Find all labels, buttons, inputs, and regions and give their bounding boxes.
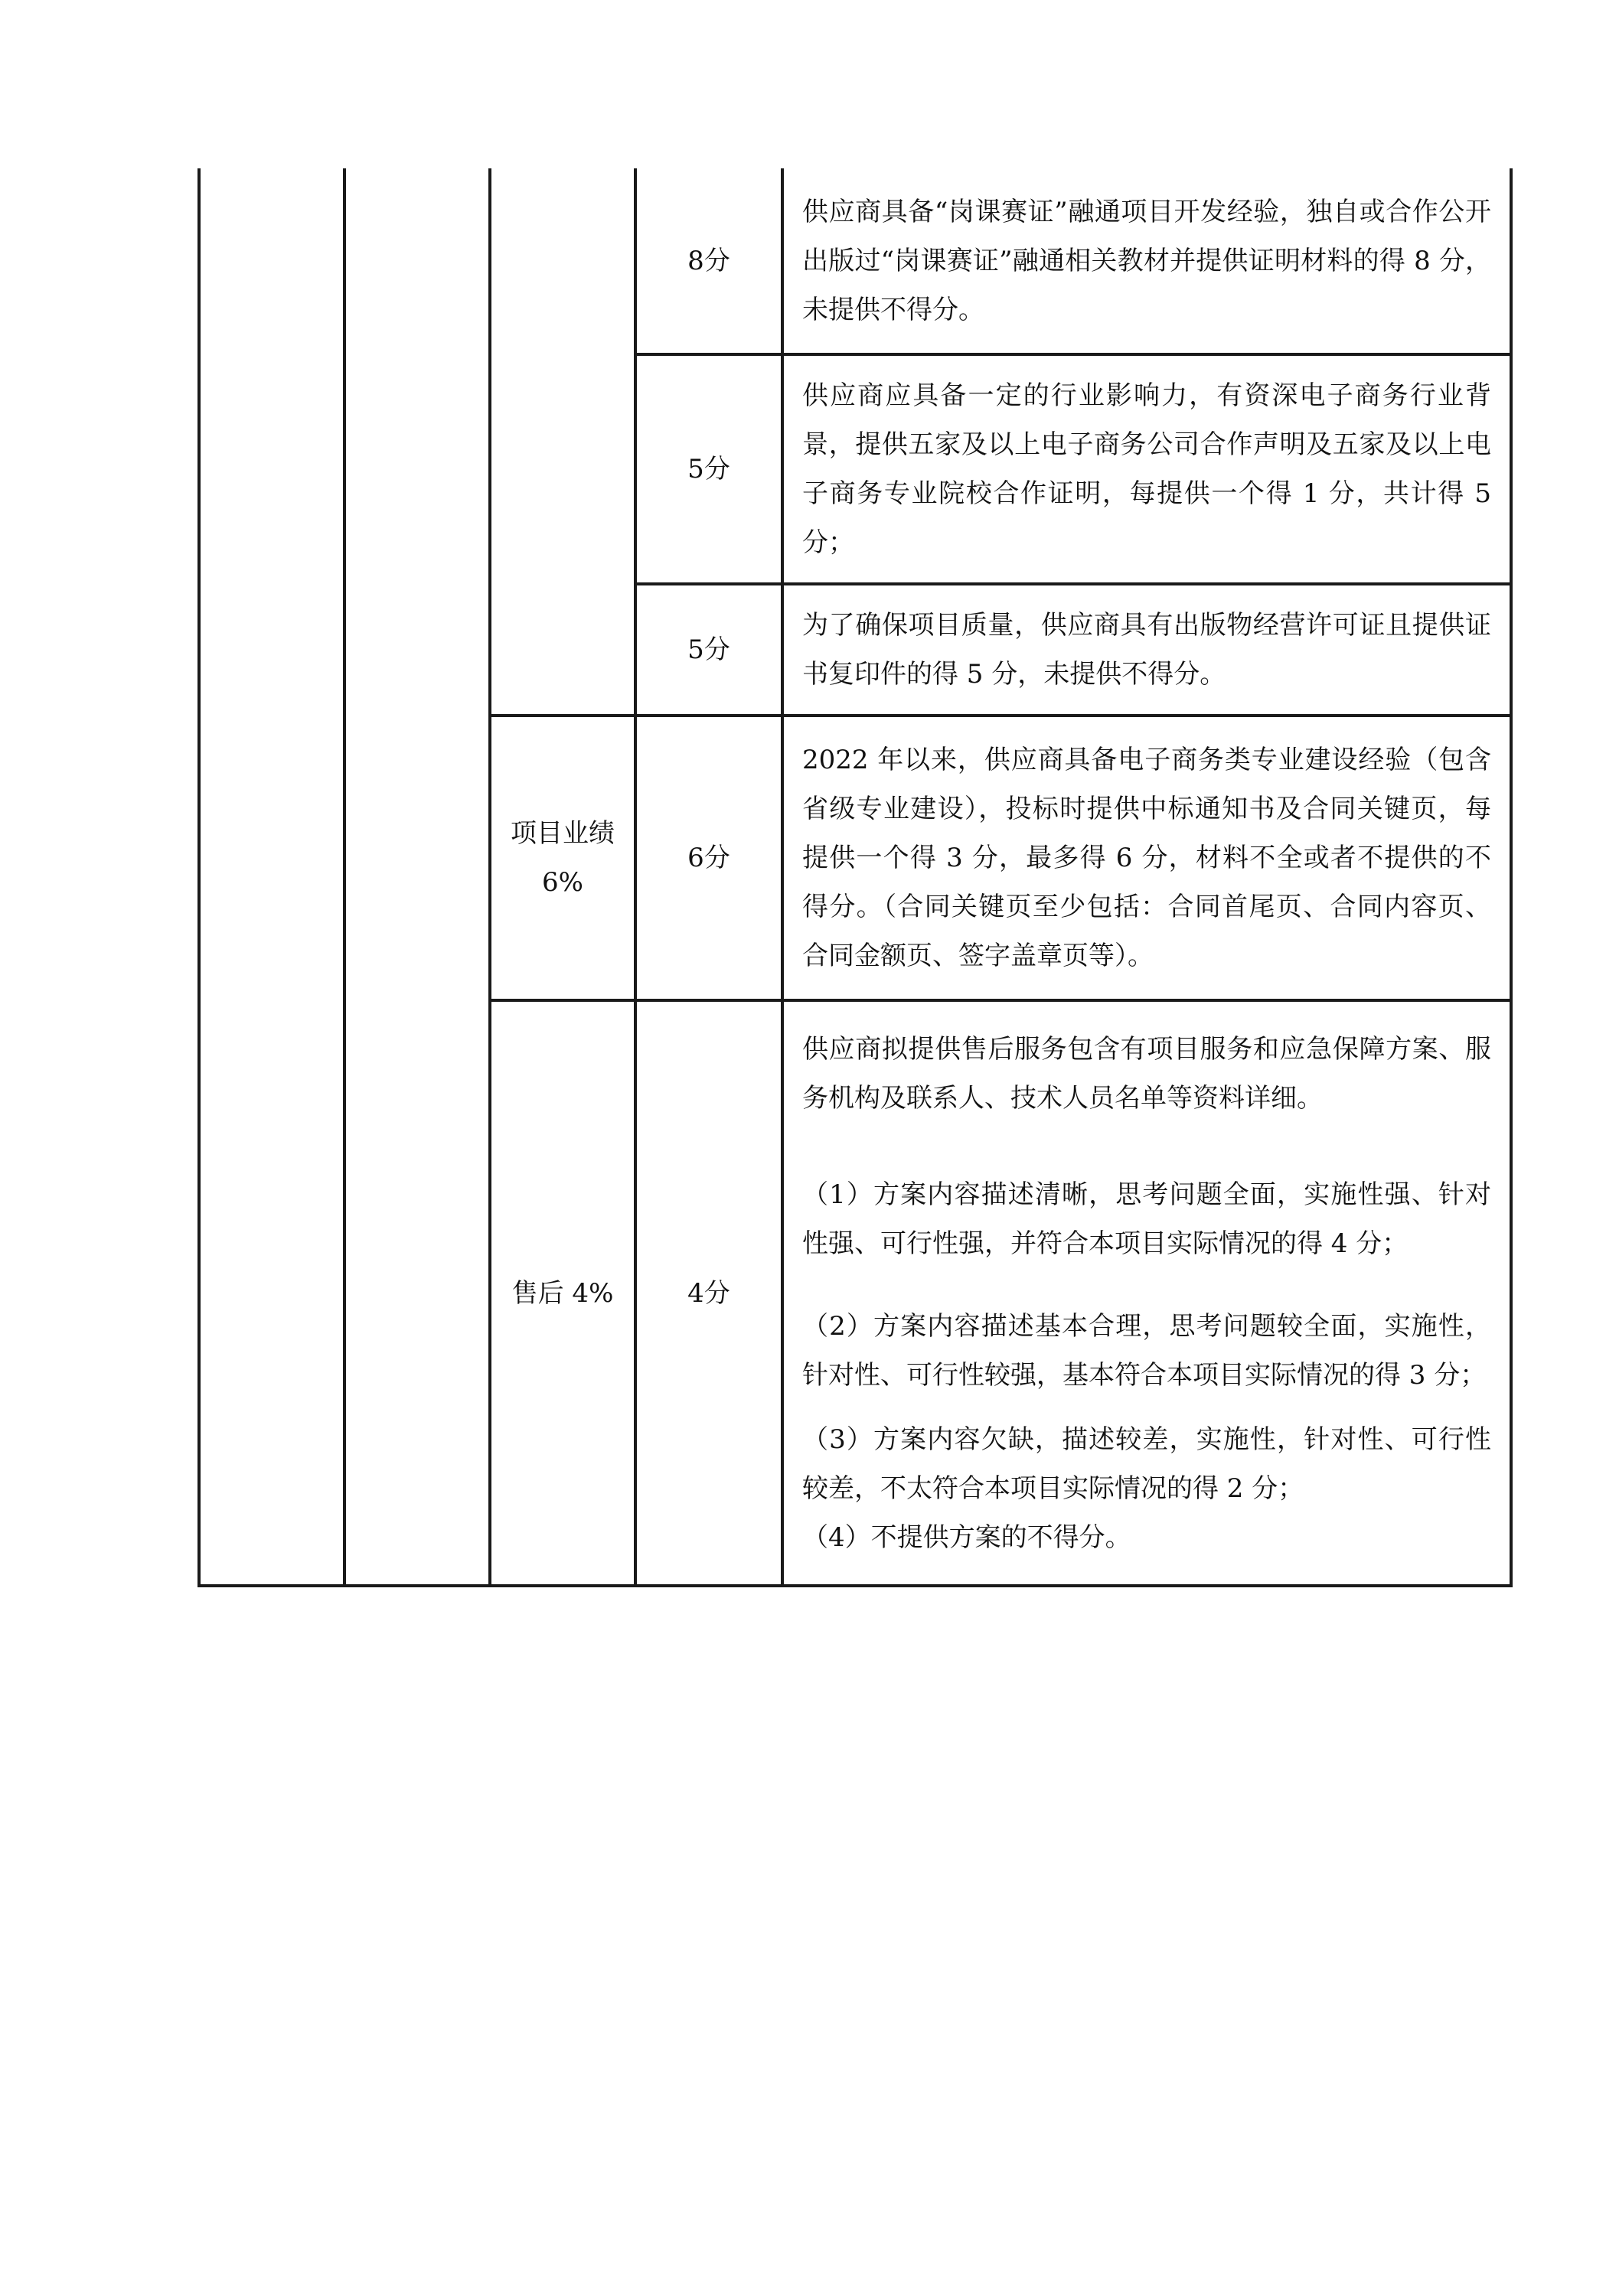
score-cell: 8分 — [635, 168, 782, 354]
criteria-item-4: （4）不提供方案的不得分。 — [802, 1521, 1131, 1553]
category-weight: 6% — [542, 867, 583, 898]
category-name: 项目业绩 — [511, 818, 615, 849]
after-sales-intro: 供应商拟提供售后服务包含有项目服务和应急保障方案、服务机构及联系人、技术人员名单等资料详细。 — [802, 1033, 1491, 1114]
table-row — [199, 168, 1511, 354]
criteria-cell: 供应商具备“岗课赛证”融通项目开发经验，独自或合作公开出版过“岗课赛证”融通相关教材并提供证明材料的得 8 分，未提供不得分。 — [782, 168, 1511, 354]
criteria-item-3: （3）方案内容欠缺，描述较差，实施性，针对性、可行性较差，不太符合本项目实际情况的得 2 分； — [802, 1424, 1491, 1504]
criteria-item-1: （1）方案内容描述清晰，思考问题全面，实施性强、针对性强、可行性强，并符合本项目实际情况的得 4 分； — [802, 1179, 1491, 1259]
criteria-cell — [782, 1000, 1511, 1586]
category-cell: 售后 4% — [490, 1000, 635, 1586]
scoring-table — [197, 168, 1513, 1587]
score-cell: 4分 — [635, 1000, 782, 1586]
criteria-item-2: （2）方案内容描述基本合理，思考问题较全面，实施性，针对性、可行性较强，基本符合本项目实际情况的得 3 分； — [802, 1310, 1491, 1391]
criteria-cell: 2022 年以来，供应商具备电子商务类专业建设经验（包含省级专业建设），投标时提供中标通知书及合同关键页，每提供一个得 3 分，最多得 6 分，材料不全或者不提供的不得分。（合同关键页至少包括：合同首尾页、合同内容页、合同金额页、签字盖章页等）。 — [782, 716, 1511, 1000]
category-cell — [490, 716, 635, 1000]
empty-col-1 — [199, 168, 344, 1586]
score-cell: 6分 — [635, 716, 782, 1000]
empty-category-cell — [490, 168, 635, 716]
criteria-cell: 为了确保项目质量，供应商具有出版物经营许可证且提供证书复印件的得 5 分，未提供不得分。 — [782, 584, 1511, 716]
empty-col-2 — [344, 168, 490, 1586]
score-cell: 5分 — [635, 584, 782, 716]
criteria-cell: 供应商应具备一定的行业影响力，有资深电子商务行业背景，提供五家及以上电子商务公司合作声明及五家及以上电子商务专业院校合作证明，每提供一个得 1 分，共计得 5 分； — [782, 354, 1511, 584]
score-cell: 5分 — [635, 354, 782, 584]
